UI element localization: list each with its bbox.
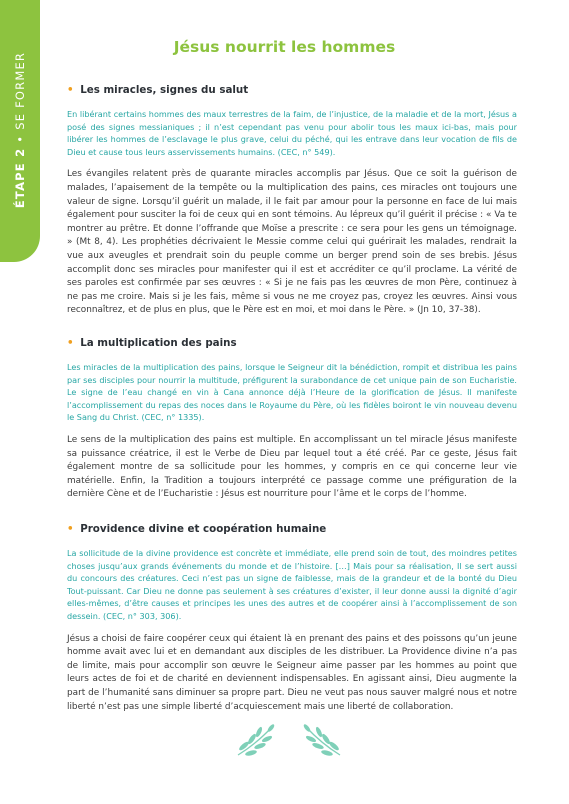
sidebar-section-name: SE FORMER bbox=[13, 51, 27, 130]
section-body: Jésus a choisi de faire coopérer ceux qui étaient là en prenant des pains et des poissons qu’un jeune homme avait avec lui et en demandant aux disciples de les distribuer. La Providence divine n’a pas de limite, mais pour accomplir son œuvre le Seigneur aime passer par les hommes au point que leurs actes de foi et de charité en deviennent indispensables. En agissant ainsi, Dieu augmente la part de l’humanité sans diminuer sa propre part. Dieu ne veut pas nous sauver malgré nous et notre liberté n’est pas une simple liberté d’acquiescement mais une liberté de collaboration. bbox=[67, 633, 517, 712]
section-heading bbox=[67, 337, 517, 349]
olive-branches-icon bbox=[234, 722, 344, 760]
section-title-text: La multiplication des pains bbox=[80, 337, 237, 349]
catechism-quote: La sollicitude de la divine providence est concrète et immédiate, elle prend soin de tout, des moindres petites choses jusqu’aux grands événements du monde et de l’histoire. […] Mais pour sa réalisation, Il se sert aussi du concours des créatures. Ceci n’est pas un signe de faiblesse, mais de la grandeur et de la bonté du Dieu Tout-puissant. Car Dieu ne donne pas seulement à ses créatures d’exister, il leur donne aussi la dignité d’agir elles-mêmes, d’être causes et principes les unes des autres et de coopérer ainsi à l’accomplissement de son dessein. (CEC, n° 303, 306). bbox=[67, 548, 517, 621]
section-bullet: • bbox=[67, 84, 74, 96]
section-multiplication bbox=[67, 337, 517, 502]
catechism-quote: Les miracles de la multiplication des pains, lorsque le Seigneur dit la bénédiction, rompit et distribua les pains par ses disciples pour nourrir la multitude, préfigurent la surabondance de cet unique pain de son Eucharistie. Le signe de l’eau changé en vin à Cana annonce déjà l’Heure de la glorification de Jésus. Il manifeste l’accomplissement du repas des noces dans le Royaume du Père, où les fidèles boiront le vin nouveau devenu le Sang du Christ. (CEC, n° 1335). bbox=[67, 362, 517, 423]
sidebar-separator: • bbox=[13, 134, 27, 143]
section-body: Le sens de la multiplication des pains est multiple. En accomplissant un tel miracle Jésus manifeste sa puissance créatrice, il est le Verbe de Dieu par lequel tout a été créé. Par ce geste, Jésus fait également montre de sa sollicitude pour les hommes, y compris en ce qui concerne leur vie matérielle. Enfin, la Tradition a toujours interprété ce passage comme une préfiguration de la dernière Cène et de l’Eucharistie : Jésus est nourriture pour l’âme et le corps de l’homme. bbox=[67, 434, 517, 500]
section-miracles bbox=[67, 84, 517, 318]
section-title-text: Providence divine et coopération humaine bbox=[80, 523, 327, 535]
section-bullet: • bbox=[67, 523, 74, 535]
catechism-quote: En libérant certains hommes des maux terrestres de la faim, de l’injustice, de la maladie et de la mort, Jésus a posé des signes messianiques ; il n’est cependant pas venu pour abolir tous les maux ici-bas, mais pour libérer les hommes de l’esclavage le plus grave, celui du péché, qui les entrave dans leur vocation de fils de Dieu et cause tous leurs asservissements humains. (CEC, n° 549). bbox=[67, 109, 517, 157]
section-title-text: Les miracles, signes du salut bbox=[80, 84, 249, 96]
section-body: Les évangiles relatent près de quarante miracles accomplis par Jésus. Que ce soit la guérison de malades, l’apaisement de la tempête ou la multiplication des pains, ces miracles ont toujours une valeur de signe. Lorsqu’il guérit un malade, il le fait par amour pour la personne en face de lui mais également pour susciter la foi de ceux qui en sont témoins. Au lépreux qu’il guérit il précise : « Va te montrer au prêtre. Et donne l’offrande que Moïse a prescrite : ce sera pour les gens un témoignage. » (Mt 8, 4). Les prophéties décrivaient le Messie comme celui qui guérirait les malades, rendrait la vue aux aveugles et prendrait soin du peuple comme un berger prend soin de ses brebis. Jésus accomplit donc ses miracles pour manifester qui il est et accréditer ce qu’il proclame. La vérité de ses paroles est confirmée par ses œuvres : « Si je ne fais pas les œuvres de mon Père, continuez à ne pas me croire. Mais si je les fais, même si vous ne me croyez pas, croyez les œuvres. Ainsi vous reconnaîtrez, et de plus en plus, que le Père est en moi, et moi dans le Père. » (Jn 10, 37-38). bbox=[67, 169, 517, 316]
section-heading bbox=[67, 84, 517, 96]
sidebar-step: ÉTAPE 2 bbox=[13, 147, 27, 209]
sidebar-step-label bbox=[13, 52, 27, 208]
section-heading bbox=[67, 523, 517, 535]
section-bullet: • bbox=[67, 337, 74, 349]
page-title: Jésus nourrit les hommes bbox=[173, 38, 396, 56]
section-providence bbox=[67, 523, 517, 714]
